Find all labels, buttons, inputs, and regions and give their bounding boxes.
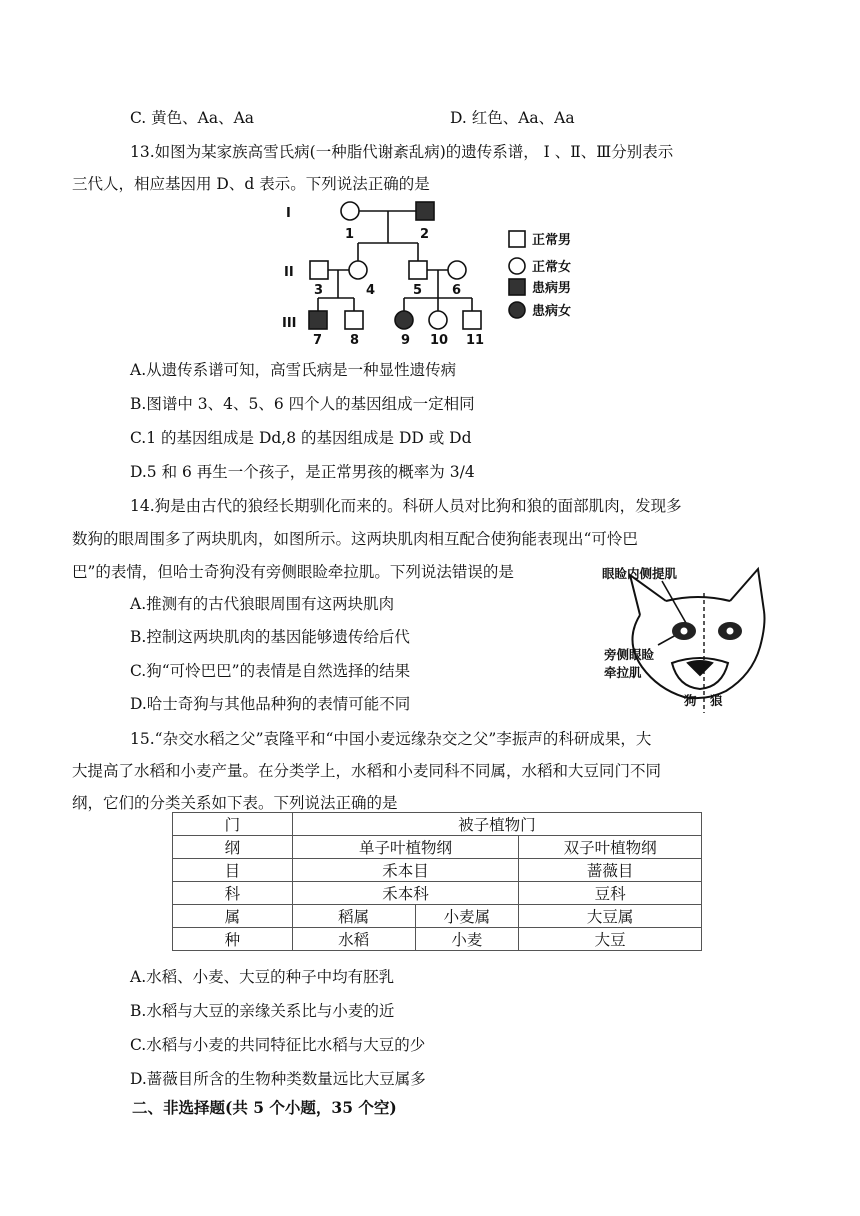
q14-stem-line2: 数狗的眼周围多了两块肌肉，如图所示。这两块肌肉相互配合使狗能表现出“可怜巴 (72, 530, 638, 548)
label-medial-levator: 眼睑内侧提肌 (602, 566, 678, 581)
table-row-species (173, 928, 702, 951)
q14-option-b: B.控制这两块肌肉的基因能够遗传给后代 (130, 628, 410, 646)
table-row-order (173, 859, 702, 882)
legend-affected-male-icon (509, 279, 525, 295)
person-2-affected-male (416, 202, 434, 220)
person-1-normal-female (341, 202, 359, 220)
table-cell: 蔷薇目 (519, 859, 702, 882)
label-wolf: 狼 (710, 693, 723, 708)
person-num-6: 6 (452, 283, 462, 298)
table-cell: 科 (173, 882, 293, 905)
person-6-normal-female (448, 261, 466, 279)
classification-table (172, 812, 702, 951)
legend-label-affected-male: 患病男 (532, 281, 572, 296)
person-num-10: 10 (430, 333, 449, 348)
person-7-affected-male (309, 311, 327, 329)
table-cell: 禾本科 (292, 882, 519, 905)
legend-label-affected-female: 患病女 (532, 304, 572, 319)
q13-stem-line1: 13.如图为某家族高雪氏病(一种脂代谢紊乱病)的遗传系谱， Ⅰ 、Ⅱ、Ⅲ分别表示 (130, 143, 674, 161)
person-num-11: 11 (466, 333, 485, 348)
gen-label-3: III (282, 316, 297, 331)
table-row-family (173, 882, 702, 905)
q14-option-c: C.狗“可怜巴巴”的表情是自然选择的结果 (130, 662, 411, 680)
q15-stem-line2: 大提高了水稻和小麦产量。在分类学上，水稻和小麦同科不同属，水稻和大豆同门不同 (72, 762, 662, 780)
table-row-genus (173, 905, 702, 928)
person-4-normal-female (349, 261, 367, 279)
q14-option-d: D.哈士奇狗与其他品种狗的表情可能不同 (130, 695, 411, 713)
q14-stem-line3: 巴”的表情，但哈士奇狗没有旁侧眼睑牵拉肌。下列说法错误的是 (72, 563, 514, 581)
q15-stem-line1: 15.“杂交水稻之父”袁隆平和“中国小麦远缘杂交之父”李振声的科研成果，大 (130, 730, 652, 748)
person-num-9: 9 (401, 333, 411, 348)
table-cell: 大豆属 (519, 905, 702, 928)
q13-option-d: D.5 和 6 再生一个孩子，是正常男孩的概率为 3/4 (130, 463, 475, 481)
q12-option-d: D. 红色、Aa、Aa (450, 109, 575, 127)
q15-option-d: D.蔷薇目所含的生物种类数量远比大豆属多 (130, 1070, 426, 1088)
dog-face-figure (600, 563, 790, 713)
person-num-7: 7 (313, 333, 323, 348)
q13-option-c: C.1 的基因组成是 Dd,8 的基因组成是 DD 或 Dd (130, 429, 472, 447)
legend-normal-male-icon (509, 231, 525, 247)
table-cell: 目 (173, 859, 293, 882)
table-cell: 纲 (173, 836, 293, 859)
table-row-phylum (173, 813, 702, 836)
table-row-class (173, 836, 702, 859)
q15-option-a: A.水稻、小麦、大豆的种子中均有胚乳 (130, 968, 395, 986)
table-cell: 大豆 (519, 928, 702, 951)
person-num-2: 2 (420, 227, 430, 242)
table-cell: 水稻 (292, 928, 415, 951)
q12-option-c: C. 黄色、Aa、Aa (130, 109, 255, 127)
person-11-normal-male (463, 311, 481, 329)
person-9-affected-female (395, 311, 413, 329)
table-cell: 种 (173, 928, 293, 951)
table-cell: 禾本目 (292, 859, 519, 882)
table-cell: 小麦属 (415, 905, 519, 928)
label-dog: 狗 (684, 693, 697, 708)
q14-option-a: A.推测有的古代狼眼周围有这两块肌肉 (130, 595, 395, 613)
table-cell: 稻属 (292, 905, 415, 928)
label-lateral-retractor-1: 旁侧眼睑 (604, 647, 655, 662)
gen-label-2: II (284, 265, 294, 280)
q15-option-c: C.水稻与小麦的共同特征比水稻与大豆的少 (130, 1036, 426, 1054)
pedigree-chart (270, 193, 590, 350)
table-cell: 双子叶植物纲 (519, 836, 702, 859)
q13-stem-line2: 三代人，相应基因用 D、d 表示。下列说法正确的是 (72, 175, 430, 193)
section-2-heading: 二、非选择题(共 5 个小题，35 个空) (132, 1098, 397, 1117)
table-cell: 属 (173, 905, 293, 928)
table-cell: 豆科 (519, 882, 702, 905)
q15-stem-line3: 纲，它们的分类关系如下表。下列说法正确的是 (72, 794, 398, 812)
table-cell: 小麦 (415, 928, 519, 951)
legend-label-normal-female: 正常女 (532, 260, 572, 275)
legend-label-normal-male: 正常男 (532, 233, 572, 248)
q13-option-a: A.从遗传系谱可知，高雪氏病是一种显性遗传病 (130, 361, 457, 379)
gen-label-1: I (286, 206, 291, 221)
person-num-3: 3 (314, 283, 324, 298)
label-lateral-retractor-2: 牵拉肌 (604, 665, 642, 680)
person-num-8: 8 (350, 333, 360, 348)
table-cell: 门 (173, 813, 293, 836)
q13-option-b: B.图谱中 3、4、5、6 四个人的基因组成一定相同 (130, 395, 475, 413)
q14-stem-line1: 14.狗是由古代的狼经长期驯化而来的。科研人员对比狗和狼的面部肌肉，发现多 (130, 497, 682, 515)
person-8-normal-male (345, 311, 363, 329)
person-num-1: 1 (345, 227, 355, 242)
legend-affected-female-icon (509, 302, 525, 318)
person-3-normal-male (310, 261, 328, 279)
person-num-5: 5 (413, 283, 423, 298)
q15-option-b: B.水稻与大豆的亲缘关系比与小麦的近 (130, 1002, 395, 1020)
person-5-normal-male (409, 261, 427, 279)
person-10-normal-female (429, 311, 447, 329)
table-cell: 单子叶植物纲 (292, 836, 519, 859)
legend-normal-female-icon (509, 258, 525, 274)
person-num-4: 4 (366, 283, 376, 298)
table-cell: 被子植物门 (292, 813, 701, 836)
